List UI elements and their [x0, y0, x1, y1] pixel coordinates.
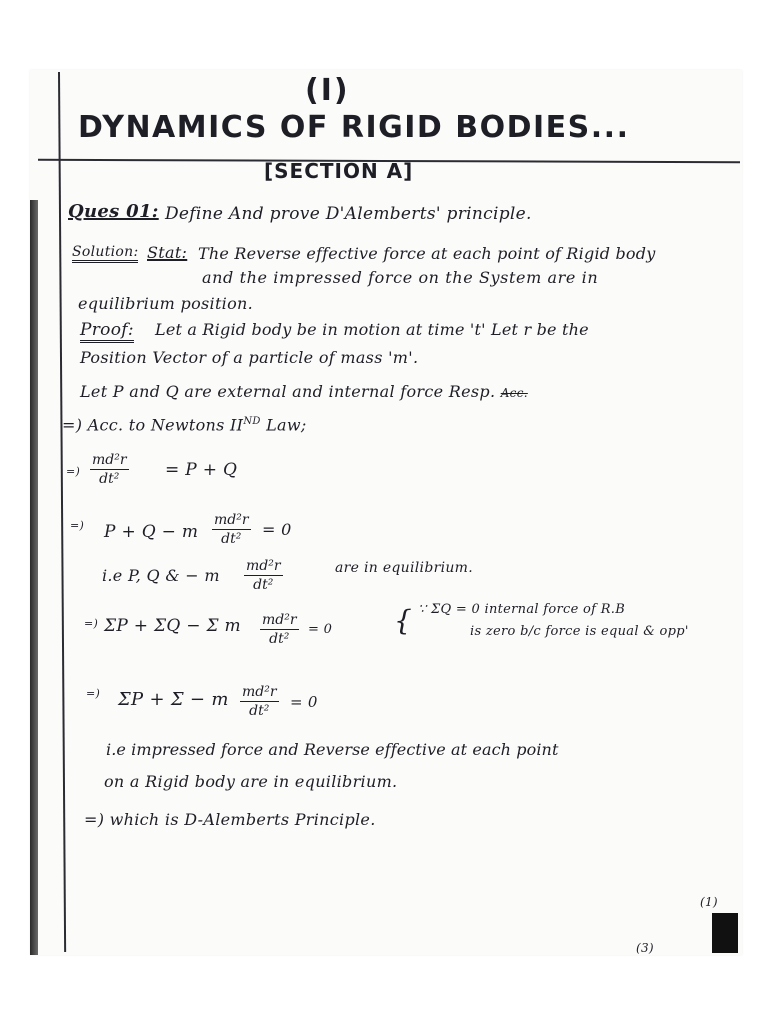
proof-line-4-end: Law; — [266, 415, 307, 435]
proof-line-1: Let a Rigid body be in motion at time 't' Let r be the — [155, 320, 589, 339]
eq5-frac-den: dt² — [249, 703, 270, 719]
conclusion-line-1: i.e impressed force and Reverse effective at each point — [106, 740, 559, 759]
scan-corner-block — [712, 913, 738, 953]
chapter-number: (I) — [305, 73, 350, 108]
eq2-rhs: = 0 — [262, 520, 292, 539]
sheet-left-shadow — [30, 200, 38, 955]
eq5-prefix: =) — [86, 687, 101, 700]
eq3-frac-den: dt² — [253, 577, 274, 593]
eq3-frac-num: md²r — [246, 558, 281, 574]
solution-label — [72, 242, 138, 262]
eq1-frac-den: dt² — [99, 471, 120, 487]
proof-label-text: Proof: — [80, 320, 134, 343]
note-brace: { — [394, 604, 412, 637]
eq4-frac-num: md²r — [262, 612, 297, 628]
page-mark-1: (1) — [700, 895, 718, 909]
eq3-rhs: are in equilibrium. — [335, 560, 473, 576]
eq2-prefix: =) — [70, 519, 85, 532]
eq4-rhs: = 0 — [308, 622, 333, 637]
eq3-fraction — [244, 558, 283, 593]
eq5-fraction — [240, 684, 279, 719]
eq1-rhs: = P + Q — [165, 460, 238, 480]
proof-line-2: Position Vector of a particle of mass 'm'. — [80, 348, 419, 367]
proof-line-4 — [62, 412, 307, 435]
proof-label — [80, 320, 134, 340]
note-line-2: is zero b/c force is equal & opp' — [470, 624, 689, 639]
proof-line-4-text: =) Acc. to Newtons II — [62, 415, 244, 435]
conclusion-line-3: =) which is D-Alemberts Principle. — [84, 810, 376, 829]
chapter-title: DYNAMICS OF RIGID BODIES... — [78, 110, 630, 145]
conclusion-line-2: on a Rigid body are in equilibrium. — [104, 772, 398, 791]
eq4-prefix: =) — [84, 617, 99, 630]
proof-line-3-text: Let P and Q are external and internal force Resp. — [80, 382, 496, 401]
eq2-frac-den: dt² — [221, 531, 242, 547]
proof-line-3-struck: Acc. — [500, 386, 528, 400]
question-text: Define And prove D'Alemberts' principle. — [165, 204, 532, 224]
eq2-frac-num: md²r — [214, 512, 249, 528]
stat-label-text: Stat: — [147, 243, 188, 262]
question-label-text: Ques 01: — [68, 201, 159, 222]
eq5-frac-num: md²r — [242, 684, 277, 700]
eq1-fraction — [90, 452, 129, 487]
stat-line-1: The Reverse effective force at each point of Rigid body — [198, 244, 656, 263]
eq2-fraction — [212, 512, 251, 547]
eq2-lhs: P + Q − m — [104, 522, 199, 542]
stat-line-2: and the impressed force on the System are in — [202, 268, 599, 287]
eq5-rhs: = 0 — [290, 693, 318, 711]
eq4-frac-den: dt² — [269, 631, 290, 647]
proof-line-4-sup: ND — [243, 416, 261, 427]
eq4-lhs: ΣP + ΣQ − Σ m — [104, 616, 241, 636]
question-label — [68, 202, 159, 222]
eq1-frac-num: md²r — [92, 452, 127, 468]
eq1-prefix: =) — [66, 465, 81, 478]
proof-line-3 — [80, 382, 528, 403]
page-mark-2: (3) — [636, 941, 654, 955]
note-line-1: ∵ ΣQ = 0 internal force of R.B — [418, 602, 626, 617]
stat-label — [147, 243, 187, 263]
stat-line-3: equilibrium position. — [78, 294, 254, 313]
eq3-lhs: i.e P, Q & − m — [102, 566, 220, 585]
section-title: [SECTION A] — [264, 159, 414, 183]
solution-label-text: Solution: — [72, 244, 138, 263]
eq4-fraction — [260, 612, 299, 647]
eq5-lhs: ΣP + Σ − m — [118, 689, 229, 710]
